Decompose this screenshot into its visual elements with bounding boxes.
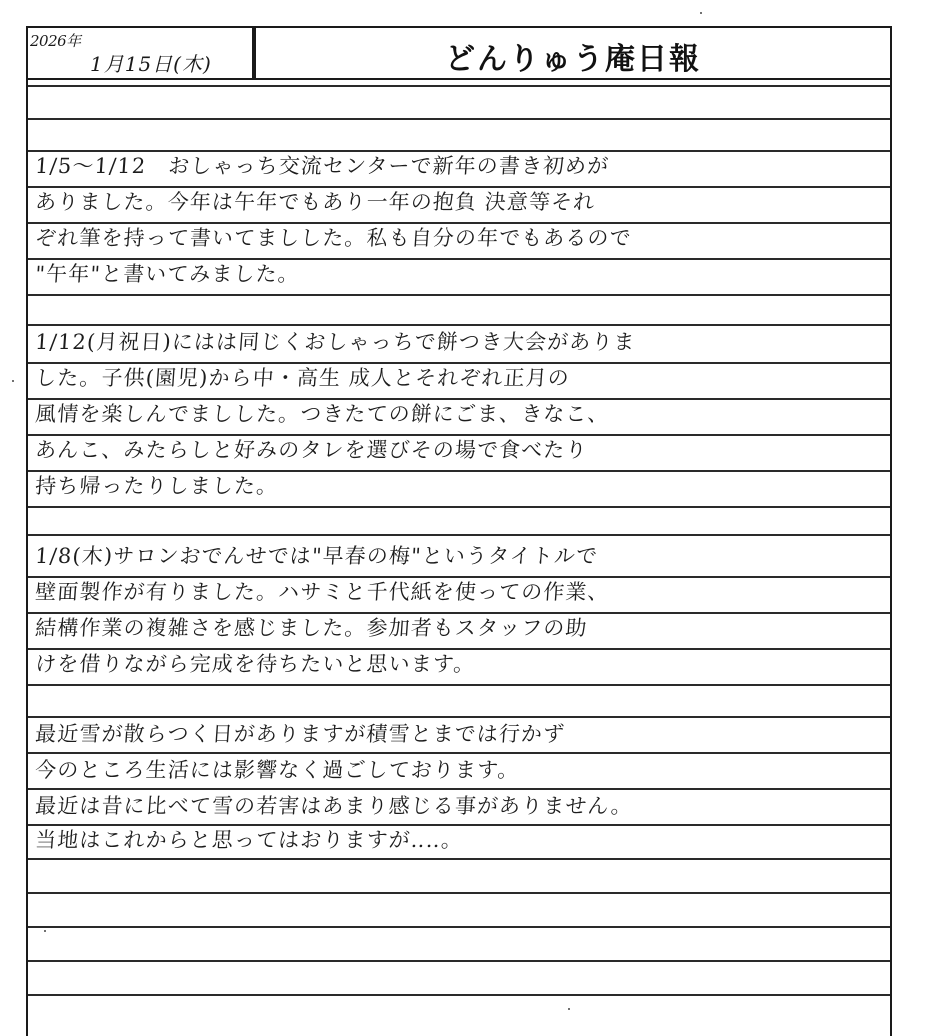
paragraph-2-line-2: した。子供(園児)から中・高生 成人とそれぞれ正月の (34, 366, 571, 390)
ruled-line (28, 858, 890, 860)
ruled-line (28, 222, 890, 224)
paragraph-2-line-3: 風情を楽しんでましした。つきたての餅にごま、きなこ、 (34, 402, 611, 426)
paragraph-2-line-1: 1/12(月祝日)にはは同じくおしゃっちで餅つき大会がありま (34, 330, 637, 354)
ruled-line (28, 186, 890, 188)
ruled-line (28, 150, 890, 152)
ruled-line (28, 612, 890, 614)
paragraph-4-line-4: 当地はこれからと思ってはおりますが‥‥。 (34, 828, 465, 852)
ruled-line (28, 85, 890, 87)
report-sheet (26, 26, 892, 1036)
date-box (28, 28, 254, 78)
paragraph-2-line-5: 持ち帰ったりしました。 (34, 474, 280, 498)
page-title: どんりゅう庵日報 (445, 42, 701, 77)
ruled-line (28, 994, 890, 996)
ruled-line (28, 506, 890, 508)
ruled-line (28, 258, 890, 260)
paragraph-1-line-1: 1/5〜1/12 おしゃっち交流センターで新年の書き初めが (34, 154, 611, 178)
scan-speck (568, 1008, 570, 1010)
ruled-line (28, 960, 890, 962)
paragraph-3-line-3: 結構作業の複雑さを感じました。参加者もスタッフの助 (34, 616, 589, 640)
scan-speck (44, 930, 46, 932)
ruled-line (28, 716, 890, 718)
title-box (254, 28, 890, 78)
ruled-line (28, 398, 890, 400)
ruled-line (28, 294, 890, 296)
ruled-line (28, 576, 890, 578)
ruled-line (28, 788, 890, 790)
scan-speck (12, 380, 14, 382)
report-header (28, 28, 890, 80)
ruled-line (28, 648, 890, 650)
date-label: 1月15日(木) (90, 52, 212, 76)
paragraph-1-line-4: "午年"と書いてみました。 (34, 262, 301, 286)
paragraph-3-line-1: 1/8(木)サロンおでんせでは"早春の梅"というタイトルで (34, 544, 599, 568)
ruled-line (28, 824, 890, 826)
paragraph-3-line-4: けを借りながら完成を待ちたいと思います。 (34, 652, 477, 676)
paragraph-4-line-3: 最近は昔に比べて雪の若害はあまり感じる事がありません。 (34, 794, 634, 818)
paragraph-1-line-3: ぞれ筆を持って書いてましした。私も自分の年でもあるので (34, 226, 633, 250)
scan-speck (700, 12, 702, 14)
ruled-line (28, 752, 890, 754)
ruled-line (28, 684, 890, 686)
year-label: 2026年 (30, 32, 81, 50)
ruled-line (28, 534, 890, 536)
ruled-line (28, 324, 890, 326)
paragraph-4-line-2: 今のところ生活には影響なく過ごしております。 (34, 758, 521, 782)
ruled-line (28, 434, 890, 436)
ruled-line (28, 362, 890, 364)
paragraph-4-line-1: 最近雪が散らつく日がありますが積雪とまでは行かず (34, 722, 567, 746)
ruled-line (28, 470, 890, 472)
ruled-line (28, 926, 890, 928)
paragraph-2-line-4: あんこ、みたらしと好みのタレを選びその場で食べたり (34, 438, 589, 462)
paragraph-1-line-2: ありました。今年は午年でもあり一年の抱負 決意等それ (34, 190, 597, 214)
ruled-line (28, 118, 890, 120)
paragraph-3-line-2: 壁面製作が有りました。ハサミと千代紙を使っての作業、 (34, 580, 611, 604)
ruled-line (28, 892, 890, 894)
